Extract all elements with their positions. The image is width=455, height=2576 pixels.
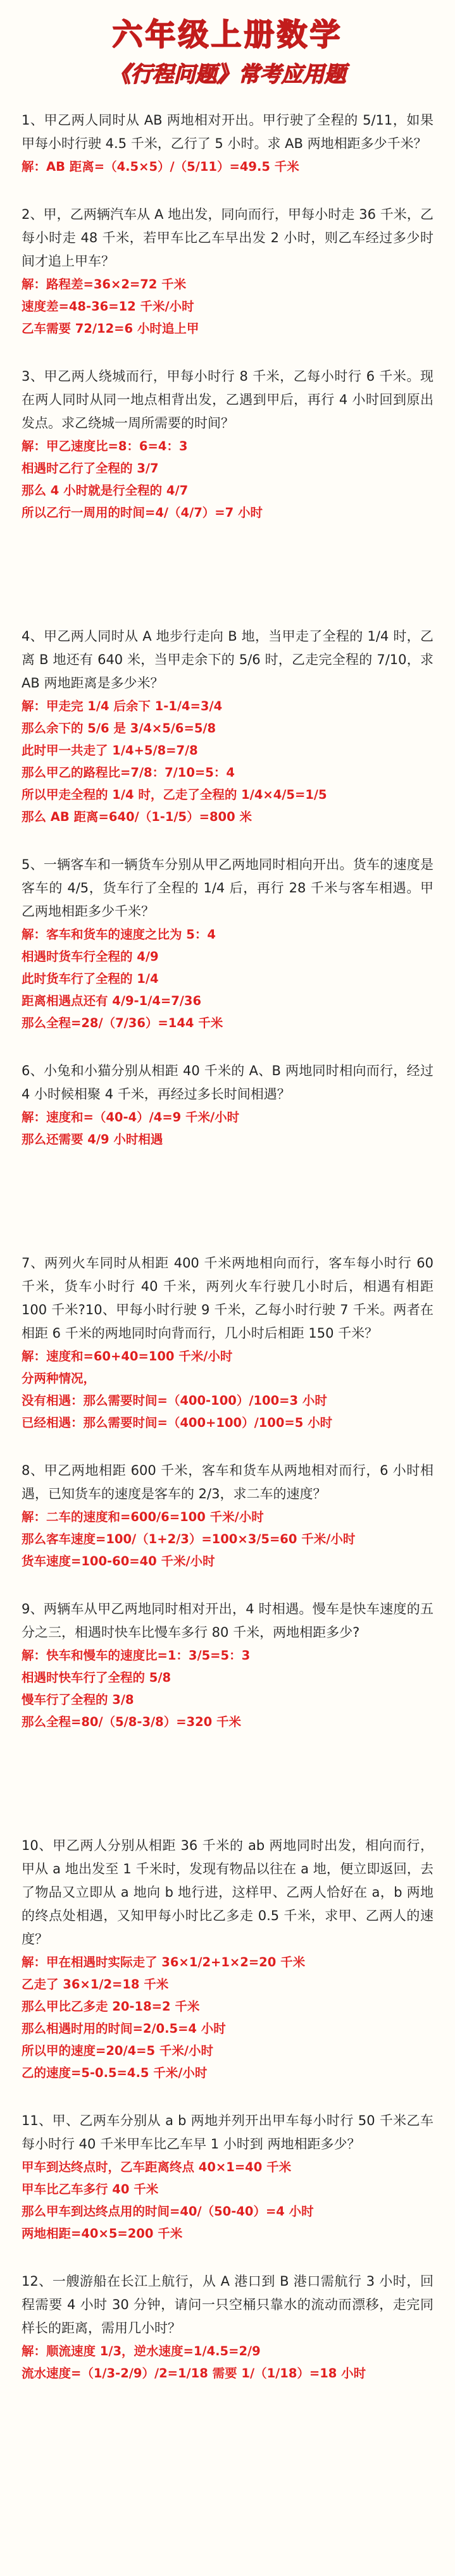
problem-list [22, 109, 433, 2384]
problem-item [22, 625, 433, 828]
solution-line: 那么甲乙的路程比=7/8：7/10=5：4 [22, 765, 235, 780]
solution-line: 没有相遇：那么需要时间=（400-100）/100=3 小时 [22, 1393, 327, 1408]
solution-line: 解：顺流速度 1/3，逆水速度=1/4.5=2/9 [22, 2344, 261, 2358]
solution-line: 所以乙行一周用的时间=4/（4/7）=7 小时 [22, 505, 263, 520]
problem-item [22, 2270, 433, 2384]
problem-question: 3、甲乙两人绕城而行，甲每小时行 8 千米，乙每小时行 6 千米。现在两人同时从同一地点相背出发，乙遇到甲后，再行 4 小时回到原出发点。求乙绕城一周所需要的时间？ [22, 369, 433, 431]
problem-question: 10、甲乙两人分别从相距 36 千米的 ab 两地同时出发，相向而行，甲从 a 地出发至 1 千米时，发现有物品以往在 a 地，便立即返回，去了物品又立即从 a 地向 b 地行进，这样甲、乙两人恰好在 a，b 两地的终点处相遇，又知甲每小时比乙多走 0.5 千米，求甲、乙两人的速度？ [22, 1838, 433, 1947]
solution-line: 流水速度=（1/3-2/9）/2=1/18 需要 1/（1/18）=18 小时 [22, 2366, 366, 2381]
problem-question: 12、一艘游船在长江上航行，从 A 港口到 B 港口需航行 3 小时，回程需要 4 小时 30 分钟，请问一只空桶只靠水的流动而漂移，走完同样长的距离，需用几小时？ [22, 2274, 433, 2336]
solution-line: 那么甲比乙多走 20-18=2 千米 [22, 1999, 200, 2014]
solution-line: 乙的速度=5-0.5=4.5 千米/小时 [22, 2066, 208, 2080]
solution-line: 两地相距=40×5=200 千米 [22, 2226, 183, 2241]
problem-item [22, 203, 433, 340]
solution-line: 解：甲在相遇时实际走了 36×1/2+1×2=20 千米 [22, 1955, 306, 1969]
problem-question: 8、甲乙两地相距 600 千米，客车和货车从两地相对而行，6 小时相遇，已知货车的速度是客车的 2/3，求二车的速度？ [22, 1463, 433, 1501]
problem-item [22, 853, 433, 1034]
solution-line: 解：二车的速度和=600/6=100 千米/小时 [22, 1510, 264, 1524]
solution-line: 所以甲走全程的 1/4 时，乙走了全程的 1/4×4/5=1/5 [22, 787, 327, 802]
solution-line: 解：路程差=36×2=72 千米 [22, 277, 187, 292]
solution-line: 那么还需要 4/9 小时相遇 [22, 1132, 163, 1147]
solution-line: 那么相遇时用的时间=2/0.5=4 小时 [22, 2021, 226, 2036]
solution-line: 乙走了 36×1/2=18 千米 [22, 1977, 169, 1992]
solution-line: 那么客车速度=100/（1+2/3）=100×3/5=60 千米/小时 [22, 1532, 356, 1546]
solution-line: 此时甲一共走了 1/4+5/8=7/8 [22, 743, 198, 758]
problem-item [22, 2109, 433, 2245]
solution-line: 相遇时快车行了全程的 5/8 [22, 1670, 171, 1685]
solution-line: 速度差=48-36=12 千米/小时 [22, 299, 194, 314]
solution-line: 分两种情况， [22, 1371, 96, 1386]
problem-item [22, 1059, 433, 1150]
problem-question: 7、两列火车同时从相距 400 千米两地相向而行，客车每小时行 60 千米，货车小时行 40 千米，两列火车行驶几小时后，相遇有相距 100 千米?10、甲每小时行驶 9 千米，乙每小时行驶 7 千米。两者在相距 6 千米的两地同时向背而行，几小时后相距 150 千米？ [22, 1255, 433, 1341]
solution-line: 解：甲乙速度比=8：6=4：3 [22, 439, 188, 453]
solution-line: 已经相遇：那么需要时间=（400+100）/100=5 小时 [22, 1415, 333, 1430]
problem-question: 6、小兔和小猫分别从相距 40 千米的 A、B 两地同时相向而行，经过 4 小时候相聚 4 千米，再经过多长时间相遇？ [22, 1063, 433, 1102]
problem-item [22, 1834, 433, 2084]
solution-line: 解：AB 距离=（4.5×5）/（5/11）=49.5 千米 [22, 159, 299, 174]
problem-item [22, 109, 433, 178]
problem-question: 5、一辆客车和一辆货车分别从甲乙两地同时相向开出。货车的速度是客车的 4/5，货车行了全程的 1/4 后，再行 28 千米与客车相遇。甲乙两地相距多少千米？ [22, 857, 433, 919]
solution-line: 货车速度=100-60=40 千米/小时 [22, 1554, 215, 1568]
problem-item [22, 365, 433, 524]
solution-line: 解：甲走完 1/4 后余下 1-1/4=3/4 [22, 699, 223, 713]
problem-question: 4、甲乙两人同时从 A 地步行走向 B 地，当甲走了全程的 1/4 时，乙离 B 地还有 640 米，当甲走余下的 5/6 时，乙走完全程的 7/10，求 AB 两地距离是多少米？ [22, 629, 433, 691]
solution-line: 那么 4 小时就是行全程的 4/7 [22, 483, 189, 498]
solution-line: 解：快车和慢车的速度比=1：3/5=5：3 [22, 1648, 251, 1663]
solution-line: 此时货车行了全程的 1/4 [22, 971, 159, 986]
solution-line: 那么甲车到达终点用的时间=40/（50-40）=4 小时 [22, 2204, 314, 2219]
solution-line: 那么全程=28/（7/36）=144 千米 [22, 1016, 223, 1030]
solution-line: 甲车比乙车多行 40 千米 [22, 2182, 159, 2197]
solution-line: 解：客车和货车的速度之比为 5：4 [22, 927, 216, 942]
problem-question: 9、两辆车从甲乙两地同时相对开出，4 时相遇。慢车是快车速度的五分之三，相遇时快车比慢车多行 80 千米，两地相距多少? [22, 1601, 433, 1640]
solution-line: 相遇时乙行了全程的 3/7 [22, 461, 159, 476]
problem-item [22, 1598, 433, 1733]
solution-line: 慢车行了全程的 3/8 [22, 1692, 134, 1707]
problem-item [22, 1459, 433, 1572]
problem-item [22, 1252, 433, 1434]
solution-line: 所以甲的速度=20/4=5 千米/小时 [22, 2043, 213, 2058]
solution-line: 乙车需要 72/12=6 小时追上甲 [22, 321, 199, 336]
solution-line: 相遇时货车行全程的 4/9 [22, 949, 159, 964]
solution-line: 解：速度和=60+40=100 千米/小时 [22, 1349, 233, 1364]
solution-line: 那么全程=80/（5/8-3/8）=320 千米 [22, 1715, 242, 1729]
problem-question: 11、甲、乙两车分别从 a b 两地并列开出甲车每小时行 50 千米乙车每小时行 40 千米甲车比乙车早 1 小时到 两地相距多少？ [22, 2113, 433, 2152]
solution-line: 那么 AB 距离=640/（1-1/5）=800 米 [22, 810, 252, 824]
solution-line: 距离相遇点还有 4/9-1/4=7/36 [22, 994, 202, 1008]
solution-line: 甲车到达终点时，乙车距离终点 40×1=40 千米 [22, 2160, 292, 2174]
problem-question: 2、甲，乙两辆汽车从 A 地出发，同向而行，甲每小时走 36 千米，乙每小时走 48 千米，若甲车比乙车早出发 2 小时，则乙车经过多少时间才追上甲车？ [22, 207, 433, 269]
solution-line: 解：速度和=（40-4）/4=9 千米/小时 [22, 1110, 240, 1125]
solution-line: 那么余下的 5/6 是 3/4×5/6=5/8 [22, 721, 216, 736]
problem-question: 1、甲乙两人同时从 AB 两地相对开出。甲行驶了全程的 5/11，如果甲每小时行驶 4.5 千米，乙行了 5 小时。求 AB 两地相距多少千米？ [22, 113, 433, 151]
page-subtitle: 《行程问题》常考应用题 [109, 62, 346, 87]
page-title: 六年级上册数学 [112, 17, 343, 52]
